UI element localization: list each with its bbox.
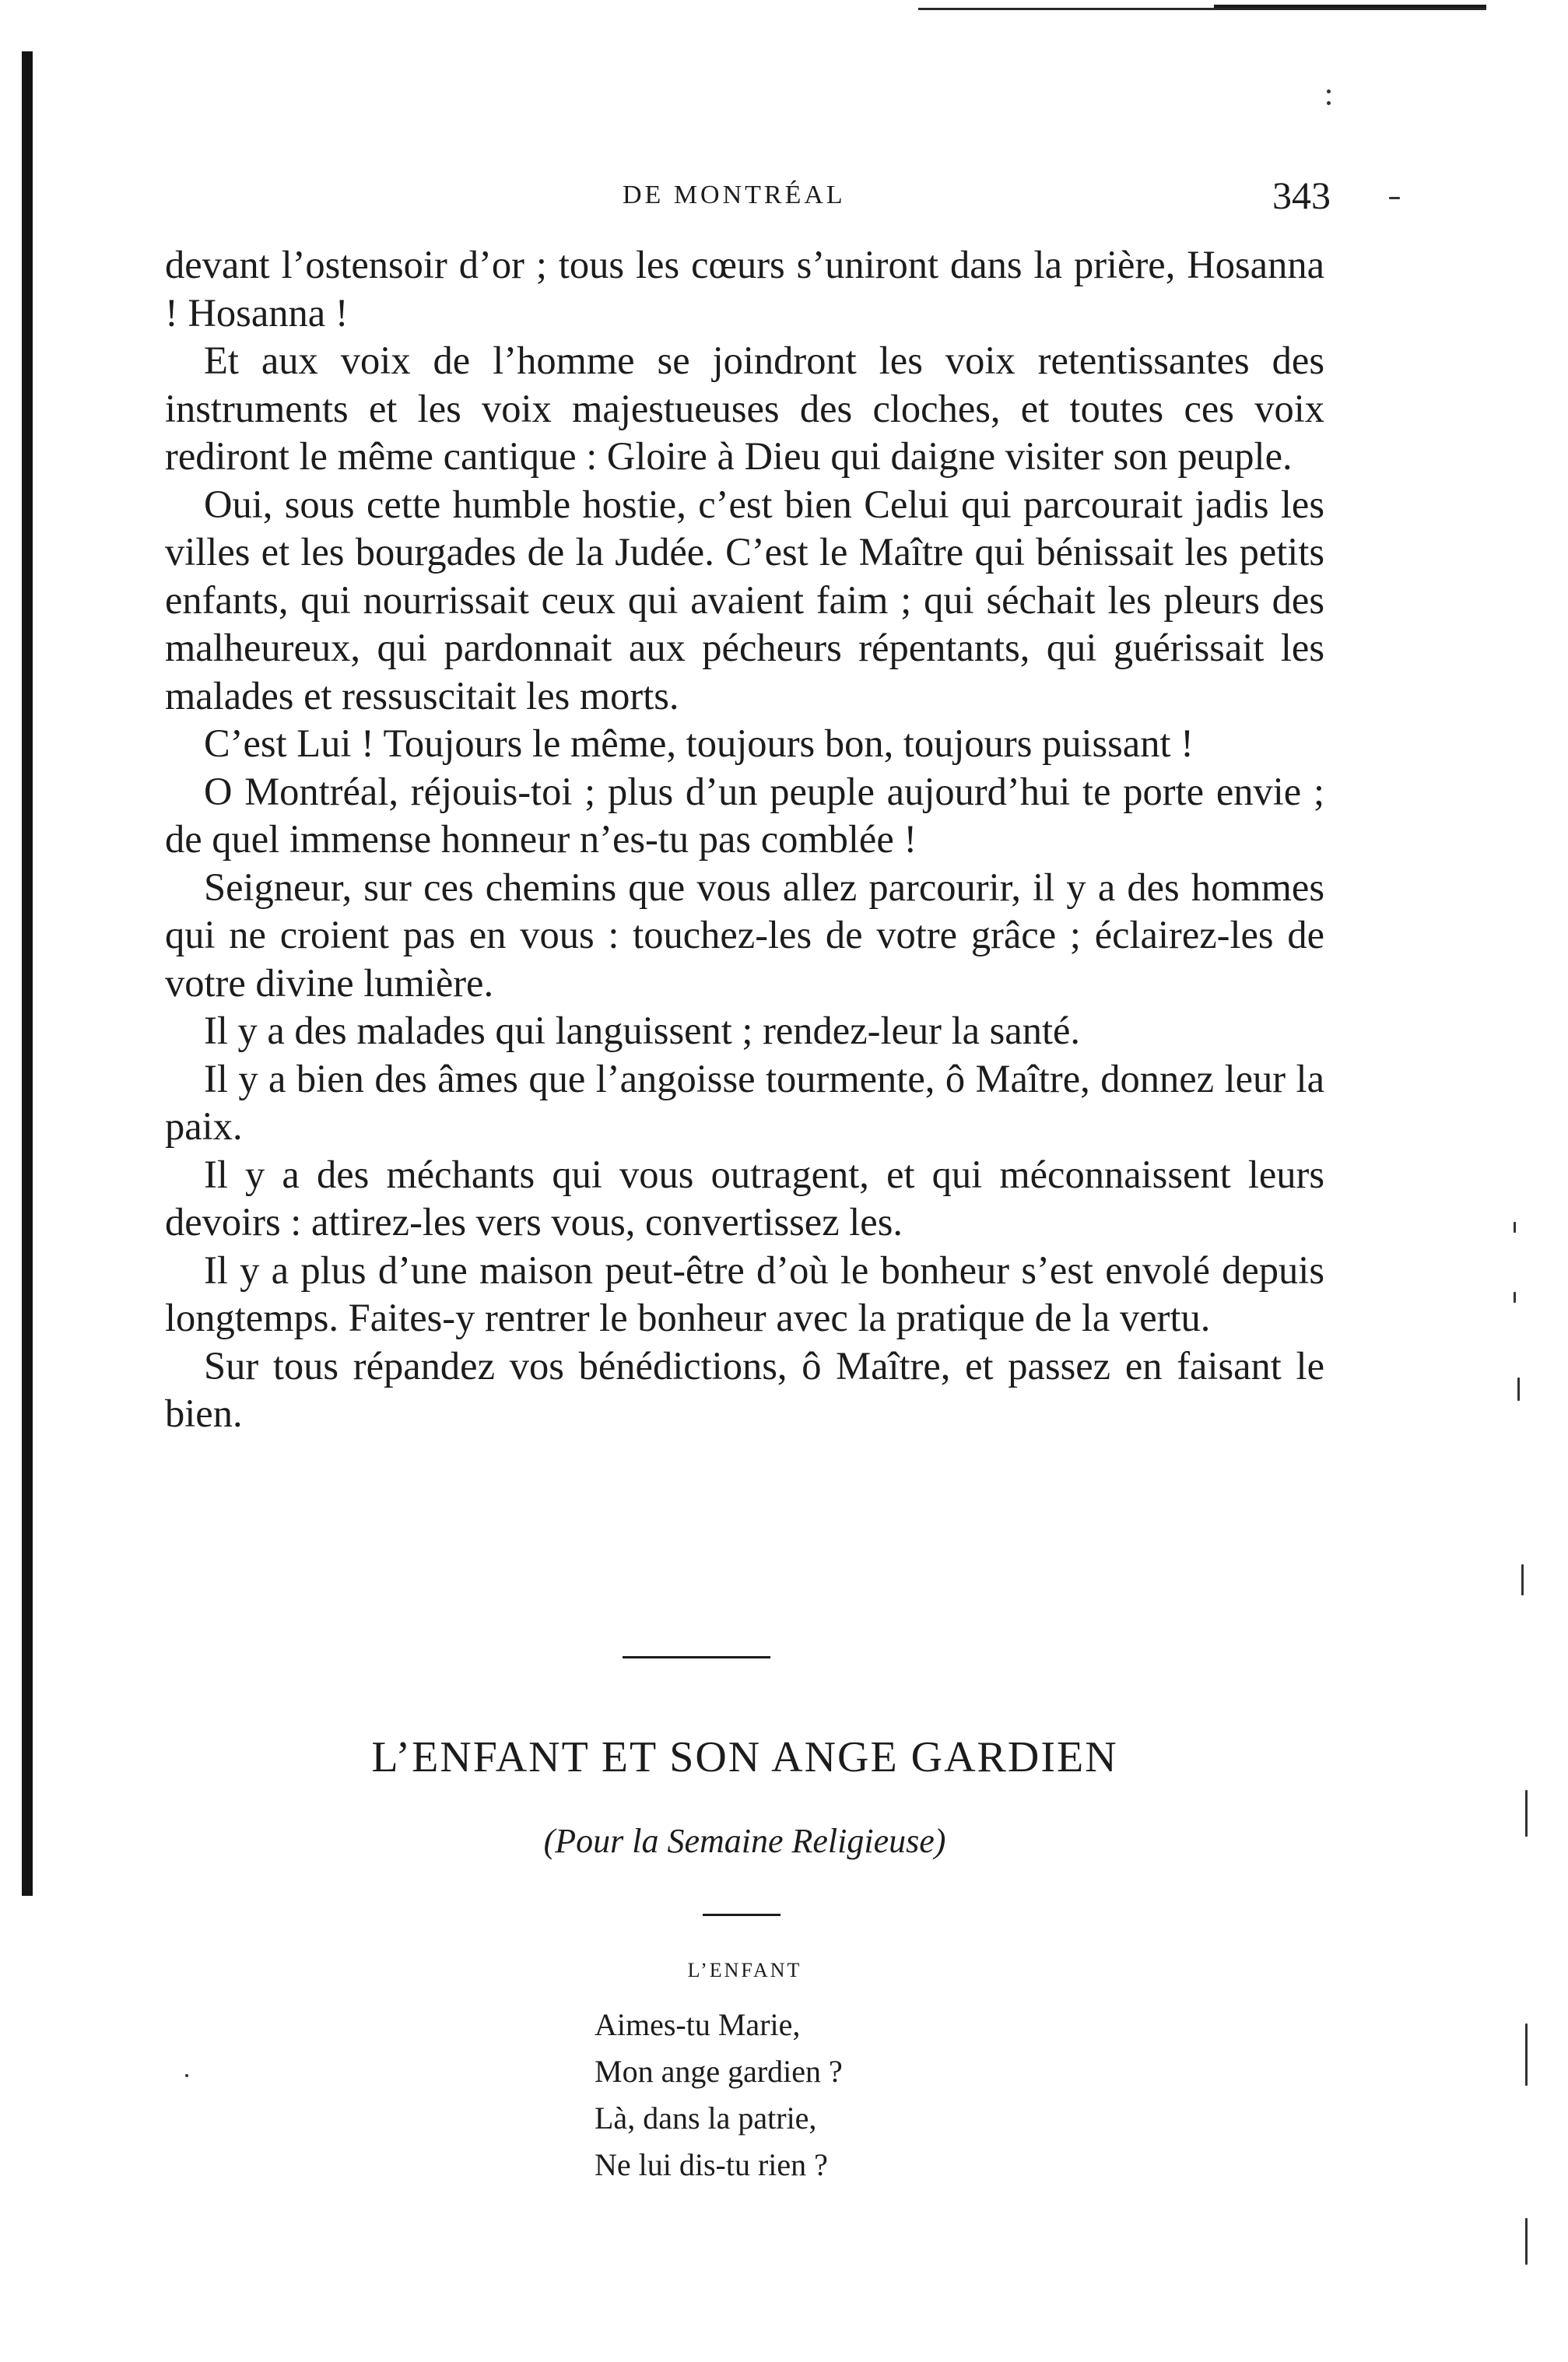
top-border-rule (918, 8, 1486, 10)
paragraph: devant l’ostensoir d’or ; tous les cœurs s’uniront dans la prière, Hosanna ! Hosanna ! (165, 243, 1324, 335)
verse-line: Aimes-tu Marie, (595, 2007, 801, 2042)
poem-stanza (595, 2002, 843, 2188)
verse-line: Là, dans la patrie, (595, 2101, 817, 2136)
scan-speck (1517, 1378, 1520, 1401)
paragraph: Il y a des malades qui languissent ; rendez-leur la santé. (204, 1009, 1081, 1052)
scan-speck (1521, 1564, 1524, 1595)
page-header (163, 173, 1377, 227)
paragraph: Il y a bien des âmes que l’angoisse tourmente, ô Maître, donnez leur la paix. (165, 1056, 1324, 1148)
section-divider (623, 1656, 770, 1658)
verse-line: Ne lui dis-tu rien ? (595, 2147, 828, 2182)
scan-speck (1327, 89, 1331, 93)
scan-speck (1514, 1292, 1516, 1303)
page-binding-edge (22, 51, 33, 1896)
scan-speck (1514, 1222, 1516, 1233)
poem-subtitle: (Pour la Semaine Religieuse) (543, 1822, 946, 1860)
paragraph: Sur tous répandez vos bénédictions, ô Maître, et passez en faisant le bien. (165, 1343, 1324, 1435)
scan-speck (1525, 2218, 1528, 2265)
paragraph: O Montréal, réjouis-toi ; plus d’un peuple aujourd’hui te porte envie ; de quel immense honneur n’es-tu pas comblée ! (165, 769, 1324, 861)
verse-line: Mon ange gardien ? (595, 2054, 843, 2089)
scan-speck (185, 2074, 188, 2077)
scan-speck (1389, 197, 1400, 199)
paragraph: Oui, sous cette humble hostie, c’est bien Celui qui parcourait jadis les villes et les bourgades de la Judée. C’est le Maître qui bénissait les petits enfants, qui nourrissait ceux qui avaient faim ; qui séchait les pleurs des malheureux, qui pardonnait aux pécheurs répentants, qui guérissait les malades et ressuscitait les morts. (165, 482, 1324, 718)
scan-speck (1525, 2023, 1528, 2086)
scan-speck (1327, 101, 1331, 105)
poem-divider (703, 1914, 780, 1916)
paragraph: Et aux voix de l’homme se joindront les voix retentissantes des instruments et les voix majestueuses des cloches, et toutes ces voix rediront le même cantique : Gloire à Dieu qui daigne visiter son peuple. (165, 339, 1324, 478)
paragraph: Il y a plus d’une maison peut-être d’où le bonheur s’est envolé depuis longtemps. Faites-y rentrer le bonheur avec la pratique de la vertu. (165, 1248, 1324, 1339)
paragraph: Il y a des méchants qui vous outragent, et qui méconnaissent leurs devoirs : attirez-les vers vous, convertissez les. (165, 1152, 1324, 1244)
poem-speaker: L’ENFANT (687, 1959, 802, 1981)
paragraph: C’est Lui ! Toujours le même, toujours bon, toujours puissant ! (204, 721, 1194, 765)
body-text (165, 241, 1324, 1438)
paragraph: Seigneur, sur ces chemins que vous allez parcourir, il y a des hommes qui ne croient pas en vous : touchez-les de votre grâce ; éclairez-les de votre divine lumière. (165, 865, 1324, 1005)
poem-title: L’ENFANT ET SON ANGE GARDIEN (371, 1733, 1118, 1781)
page-number: 343 (1272, 174, 1331, 217)
running-title: DE MONTRÉAL (623, 181, 846, 209)
scan-speck (1525, 1790, 1528, 1837)
